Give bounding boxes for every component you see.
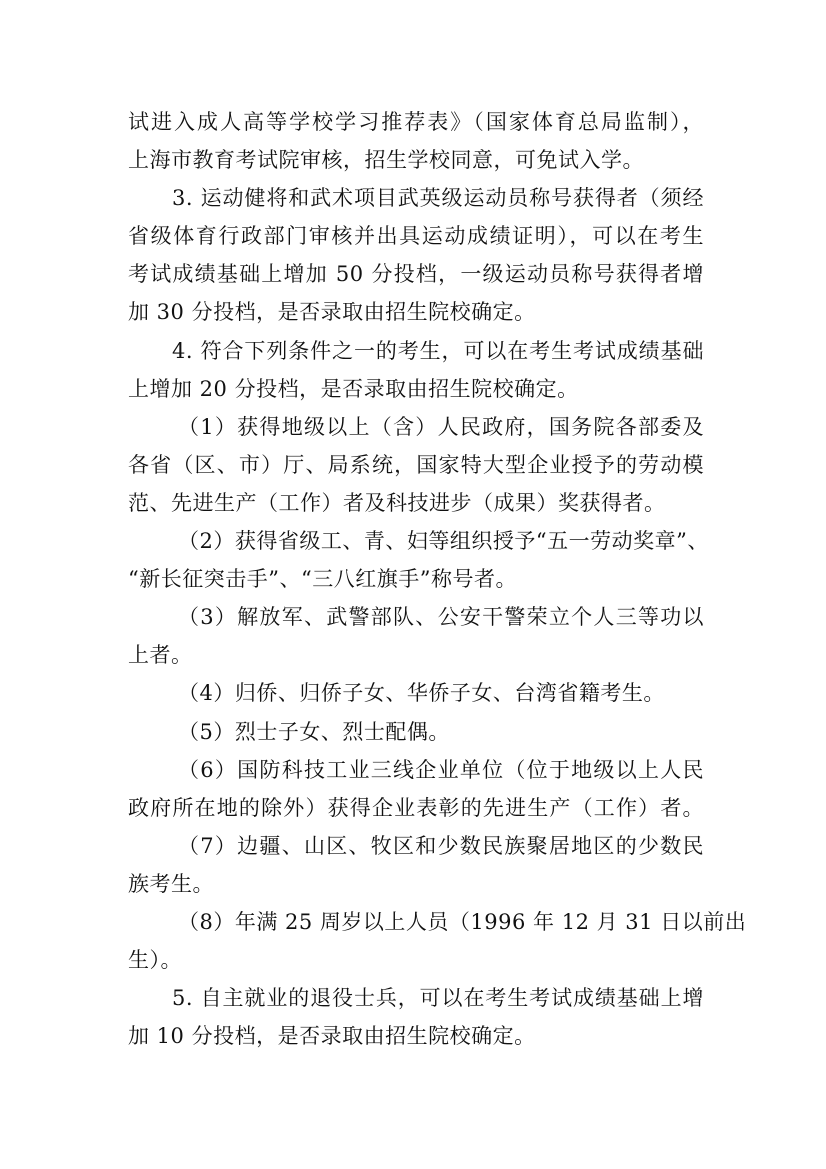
text-line: 上增加 20 分投档，是否录取由招生院校确定。 <box>128 376 579 401</box>
sub-item-1: （1）获得地级以上（含）人民政府，国务院各部委及 <box>178 414 704 439</box>
text-line: 考试成绩基础上增加 50 分投档，一级运动员称号获得者增 <box>128 262 704 287</box>
sub-item-4: （4）归侨、归侨子女、华侨子女、台湾省籍考生。 <box>178 681 665 706</box>
text-line: 试进入成人高等学校学习推荐表》（国家体育总局监制）， <box>128 110 704 134</box>
text-line: 省级体育行政部门审核并出具运动成绩证明），可以在考生 <box>128 224 704 249</box>
text-line: 政府所在地的除外）获得企业表彰的先进生产（工作）者。 <box>128 795 704 820</box>
sub-item-8: （8）年满 25 周岁以上人员（1996 年 12 月 31 日以前出 <box>178 909 747 934</box>
text-line: 生）。 <box>128 948 182 973</box>
text-line: 族考生。 <box>128 871 214 896</box>
sub-item-2: （2）获得省级工、青、妇等组织授予“五一劳动奖章”、 <box>178 529 709 554</box>
item-4-heading: 4. 符合下列条件之一的考生，可以在考生考试成绩基础 <box>172 338 704 363</box>
item-3-heading: 3. 运动健将和武术项目武英级运动员称号获得者（须经 <box>172 186 704 211</box>
text-line: 加 10 分投档，是否录取由招生院校确定。 <box>128 1024 536 1049</box>
text-line: “新长征突击手”、“三八红旗手”称号者。 <box>128 567 517 592</box>
text-line: 各省（区、市）厅、局系统，国家特大型企业授予的劳动模 <box>128 452 704 477</box>
document-body <box>128 103 747 1055</box>
text-line: 加 30 分投档，是否录取由招生院校确定。 <box>128 300 536 325</box>
sub-item-6: （6）国防科技工业三线企业单位（位于地级以上人民 <box>178 757 704 782</box>
sub-item-7: （7）边疆、山区、牧区和少数民族聚居地区的少数民 <box>178 833 704 858</box>
text-line: 上者。 <box>128 643 193 668</box>
item-5-heading: 5. 自主就业的退役士兵，可以在考生考试成绩基础上增 <box>172 986 704 1011</box>
sub-item-3: （3）解放军、武警部队、公安干警荣立个人三等功以 <box>178 605 704 630</box>
sub-item-5: （5）烈士子女、烈士配偶。 <box>178 719 450 744</box>
text-line: 上海市教育考试院审核，招生学校同意，可免试入学。 <box>128 148 644 173</box>
text-line: 范、先进生产（工作）者及科技进步（成果）奖获得者。 <box>128 490 666 515</box>
